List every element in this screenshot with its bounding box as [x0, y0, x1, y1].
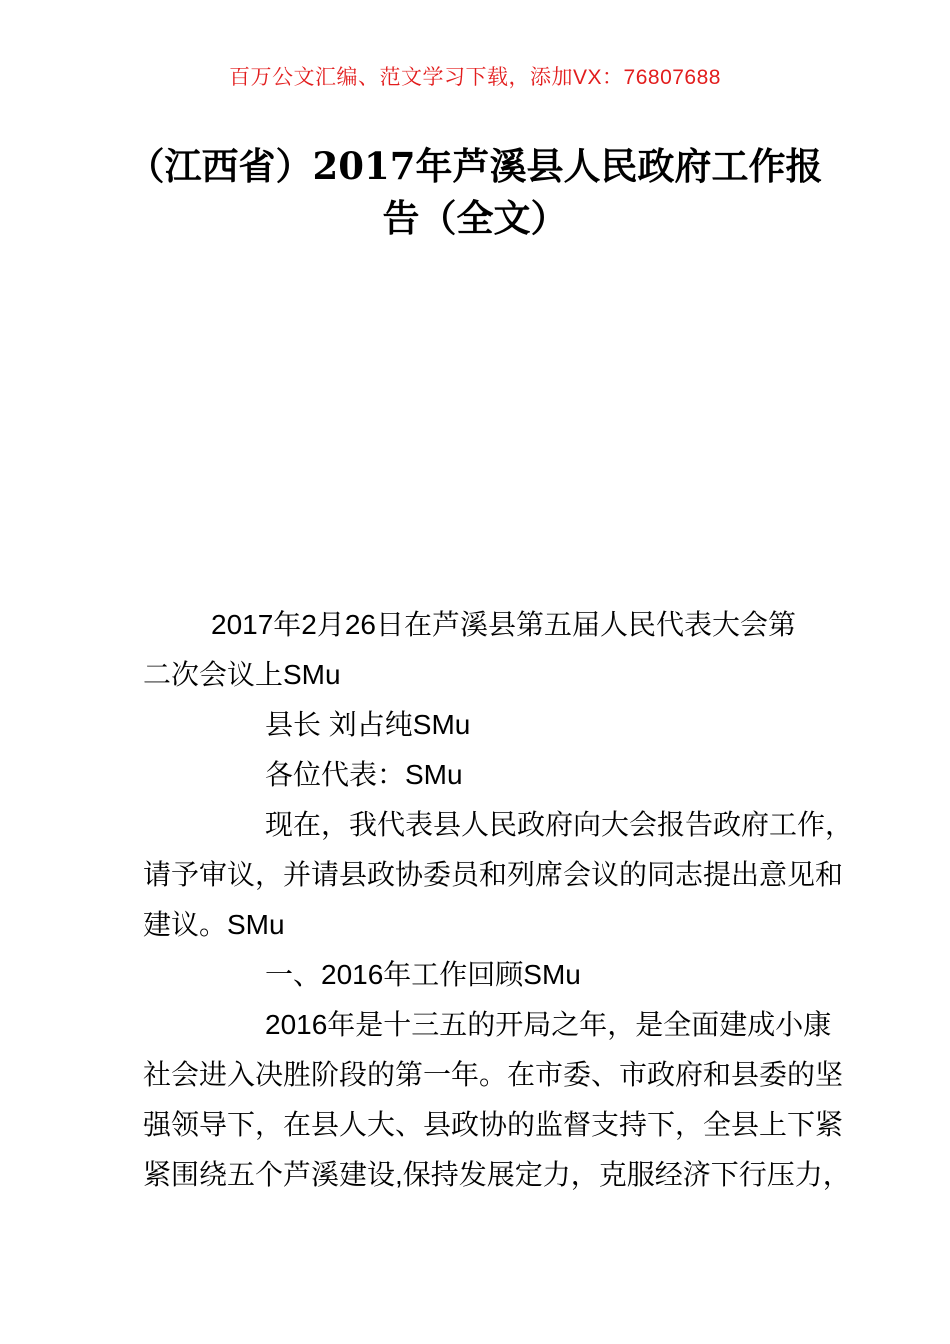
- body-line: 二次会议上SMu: [143, 659, 341, 690]
- body-line: 建议。SMu: [143, 909, 285, 940]
- body-line: 请予审议，并请县政协委员和列席会议的同志提出意见和: [143, 859, 844, 890]
- body-line: 一、2016年工作回顾SMu: [265, 959, 581, 990]
- body-line: 社会进入决胜阶段的第一年。在市委、市政府和县委的坚: [143, 1059, 844, 1090]
- body-line: 2017年2月26日在芦溪县第五届人民代表大会第: [211, 609, 797, 640]
- body-line: 县长 刘占纯SMu: [265, 709, 471, 740]
- document-body: [143, 600, 854, 1200]
- body-line: 紧围绕五个芦溪建设,保持发展定力，克服经济下行压力，: [143, 1159, 851, 1190]
- document-title: [75, 140, 875, 244]
- promo-banner: 百万公文汇编、范文学习下载，添加VX：76807688: [229, 66, 721, 89]
- document-title-line1: （江西省）2017年芦溪县人民政府工作报: [127, 144, 823, 188]
- body-line: 各位代表：SMu: [265, 759, 463, 790]
- document-title-line2: 告（全文）: [382, 196, 568, 240]
- body-line: 强领导下，在县人大、县政协的监督支持下，全县上下紧: [143, 1109, 844, 1140]
- body-line: 现在，我代表县人民政府向大会报告政府工作，: [265, 809, 854, 840]
- body-line: 2016年是十三五的开局之年，是全面建成小康: [265, 1009, 832, 1040]
